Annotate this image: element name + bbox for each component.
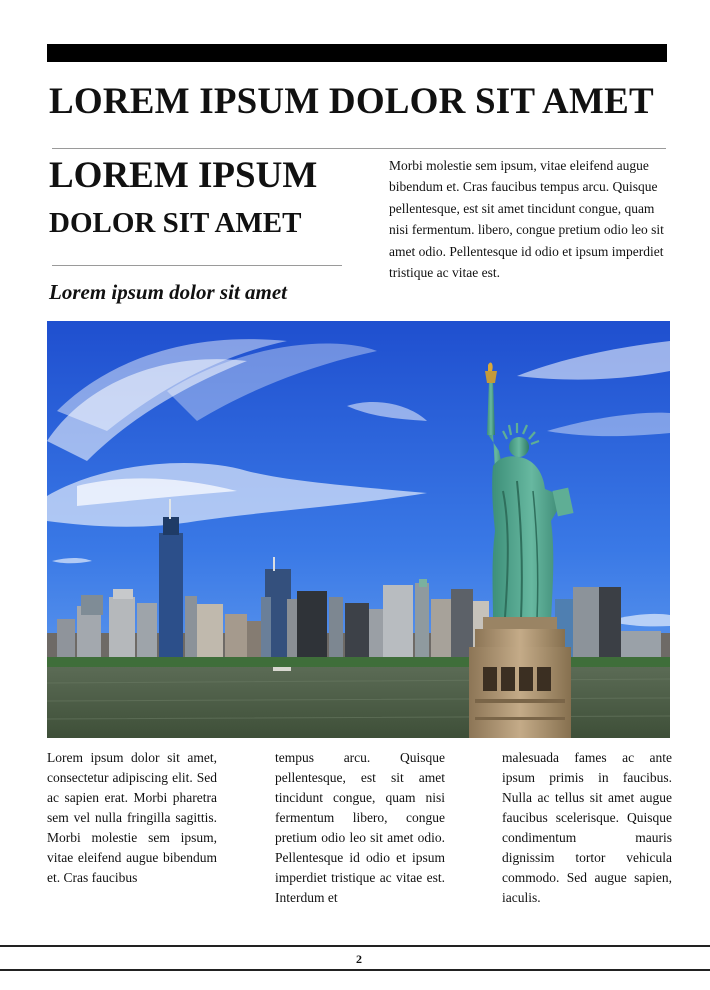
page-number: 2 bbox=[356, 952, 362, 966]
title-divider bbox=[52, 148, 666, 149]
header-bar bbox=[47, 44, 667, 62]
body-column-3: malesuada fames ac ante ipsum primis in faucibus. Nulla ac tellus sit amet augue faucibus scelerisque. Quisque condimentum mauris dignissim tortor vehicula commodo. Sed augue sapien, iaculis. bbox=[502, 750, 672, 905]
hero-photo bbox=[47, 321, 670, 738]
footer-rule-top bbox=[0, 945, 710, 947]
intro-paragraph: Morbi molestie sem ipsum, vitae eleifend augue bibendum et. Cras faucibus tempus arcu. Quisque pellentesque, est sit amet tincidunt congue, quam nisi fermentum. libero, congue pretium odio leo sit amet odio. Pellentesque id odio et ipsum imperdiet tristique ac vitae est. bbox=[389, 158, 664, 281]
heading-divider bbox=[52, 265, 342, 266]
footer-rule-bottom bbox=[0, 969, 710, 971]
feature-heading-line-2: DOLOR SIT AMET bbox=[49, 207, 302, 239]
feature-heading-line-1: LOREM IPSUM bbox=[49, 155, 318, 196]
statue-pedestal bbox=[469, 629, 571, 738]
page-title: LOREM IPSUM DOLOR SIT AMET bbox=[49, 81, 654, 122]
body-column-2: tempus arcu. Quisque pellentesque, est sit amet tincidunt congue, quam nisi fermentum libero, congue pretium odio leo sit amet odio. Pellentesque id odio et ipsum imperdiet tristique ac vitae est. Interdum et bbox=[275, 750, 445, 905]
feature-tagline: Lorem ipsum dolor sit amet bbox=[49, 280, 288, 304]
body-column-1: Lorem ipsum dolor sit amet, consectetur adipiscing elit. Sed ac sapien erat. Morbi pharetra sem vel nulla fringilla sagittis. Morbi molestie sem ipsum, vitae eleifend augue bibendum et. Cras faucibus bbox=[47, 750, 217, 885]
harbor-water bbox=[47, 667, 670, 738]
